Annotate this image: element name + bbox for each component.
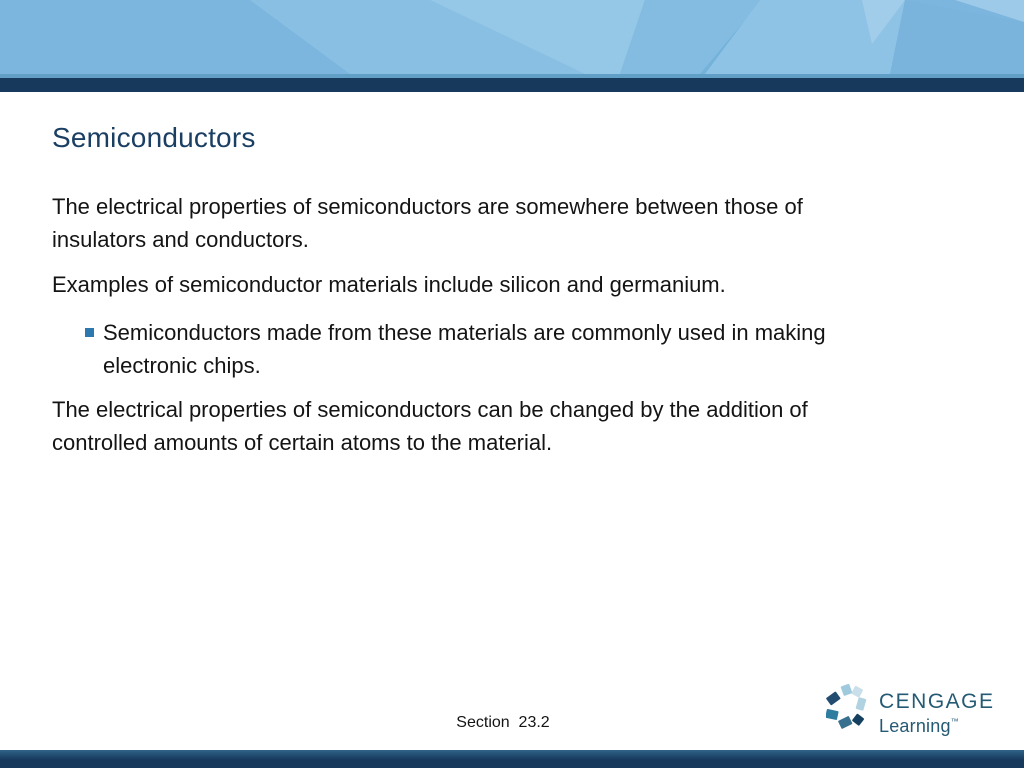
- paragraph-3: [52, 393, 984, 459]
- bullet-line-1: Semiconductors made from these materials are commonly used in making: [103, 320, 826, 345]
- paragraph-2-line-1: Examples of semiconductor materials include silicon and germanium.: [52, 272, 726, 297]
- paragraph-2: [52, 268, 984, 301]
- slide-title: Semiconductors: [52, 122, 256, 153]
- bullet-line-2: electronic chips.: [103, 353, 261, 378]
- bullet-item: [52, 316, 984, 382]
- logo-sub-text: [879, 712, 995, 736]
- logo-sub-word: Learning: [879, 716, 951, 736]
- header-navy-bar: [0, 78, 1024, 92]
- paragraph-3-line-2: controlled amounts of certain atoms to the material.: [52, 430, 553, 455]
- bullet-square-icon: [85, 328, 94, 337]
- footer-navy-bar: [0, 750, 1024, 768]
- slide-header-banner: [0, 0, 1024, 74]
- paragraph-1: [52, 190, 984, 256]
- bullet-text: [103, 316, 826, 382]
- banner-facets-graphic: [0, 0, 1024, 74]
- paragraph-1-line-2: insulators and conductors.: [52, 227, 309, 252]
- paragraph-1-line-1: The electrical properties of semiconductors are somewhere between those of: [52, 194, 803, 219]
- cengage-learning-logo: [826, 684, 995, 740]
- trademark-symbol: ™: [950, 717, 959, 726]
- cengage-pinwheel-icon: [826, 684, 872, 740]
- logo-name-text: CENGAGE: [879, 690, 995, 713]
- footer-section-label: Section 23.2: [456, 714, 550, 731]
- paragraph-3-line-1: The electrical properties of semiconductors can be changed by the addition of: [52, 397, 808, 422]
- logo-wordmark: [879, 691, 995, 740]
